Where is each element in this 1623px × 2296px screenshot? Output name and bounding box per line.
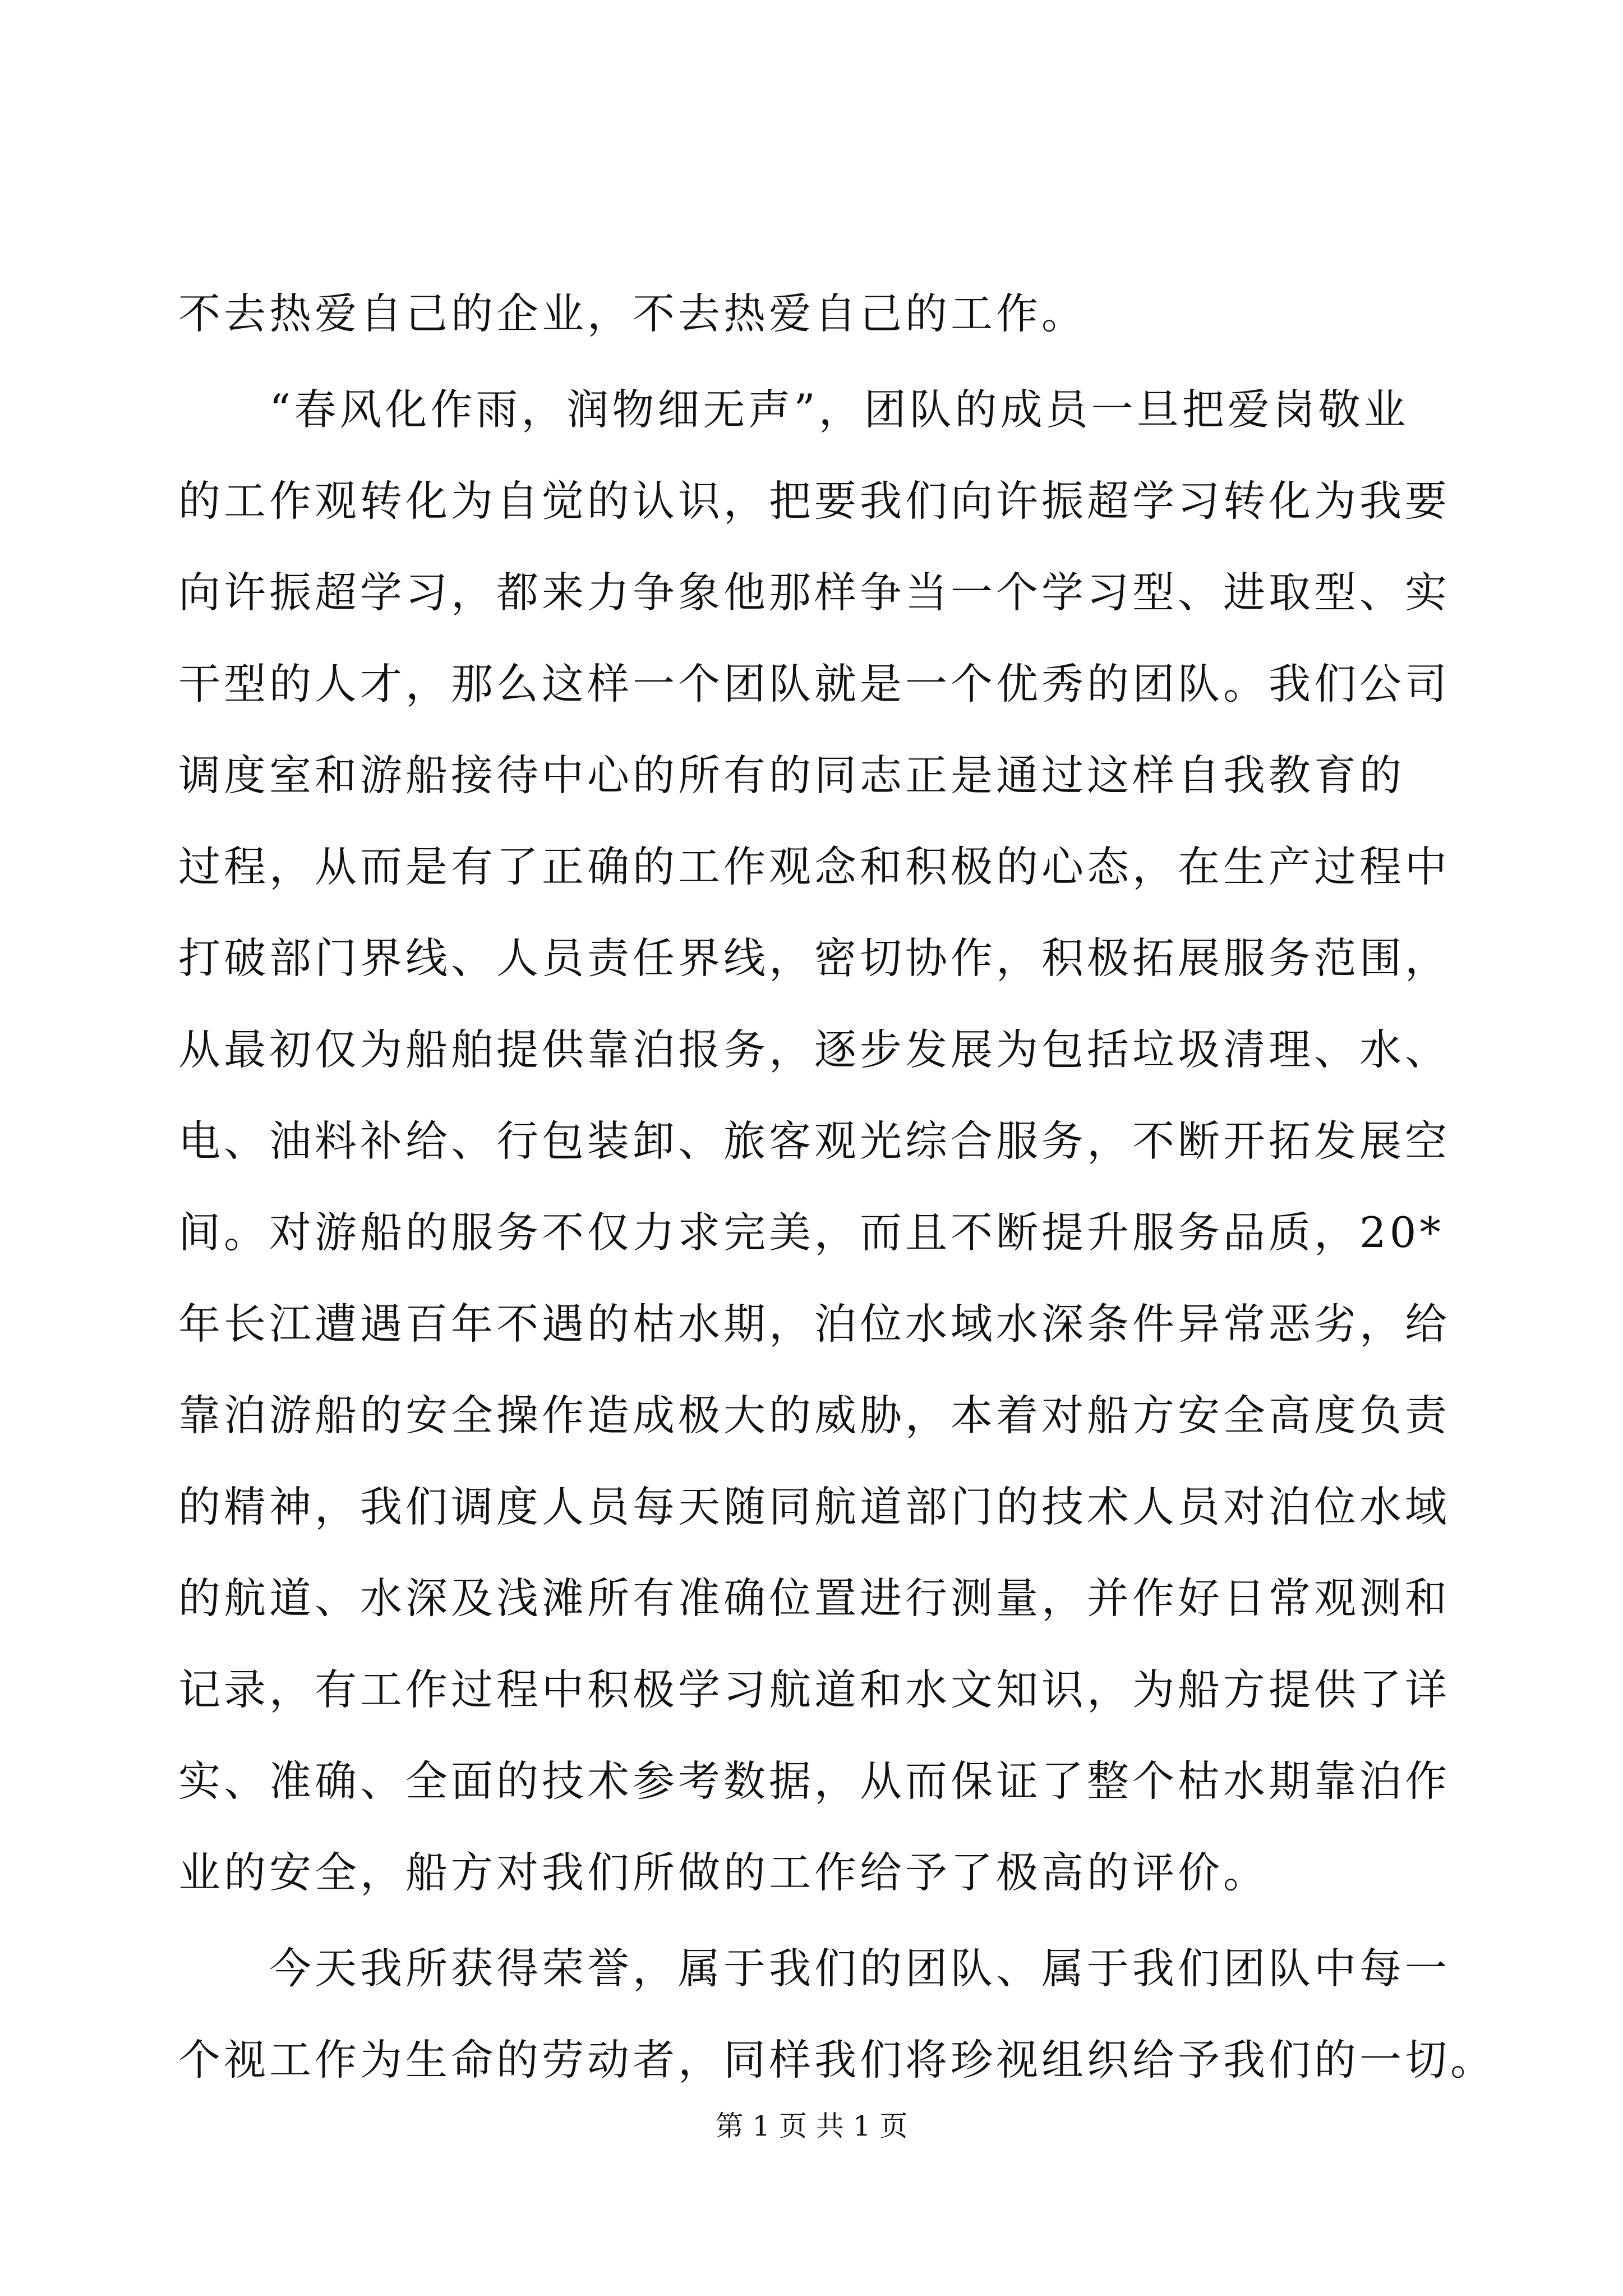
text-line: “春风化作雨，润物细无声”，团队的成员一旦把爱岗敬业 [269, 385, 1409, 434]
text-line: 实、准确、全面的技术参考数据，从而保证了整个枯水期靠泊作 [178, 1756, 1451, 1806]
body-text [178, 268, 1496, 2106]
text-line: 个视工作为生命的劳动者，同样我们将珍视组织给予我们的一切。 [178, 2035, 1496, 2085]
text-line: 年长江遭遇百年不遇的枯水期，泊位水域水深条件异常恶劣，给 [178, 1299, 1451, 1349]
text-line: 从最初仅为船舶提供靠泊报务，逐步发展为包括垃圾清理、水、 [178, 1025, 1451, 1074]
text-line: 的航道、水深及浅滩所有准确位置进行测量，并作好日常观测和 [178, 1573, 1451, 1623]
text-line: 记录，有工作过程中积极学习航道和水文知识，为船方提供了详 [178, 1665, 1451, 1714]
text-line: 的工作观转化为自觉的认识，把要我们向许振超学习转化为我要 [178, 476, 1451, 526]
text-line: 干型的人才，那么这样一个团队就是一个优秀的团队。我们公司 [178, 659, 1451, 708]
text-line: 业的安全，船方对我们所做的工作给予了极高的评价。 [178, 1848, 1269, 1897]
text-line: 靠泊游船的安全操作造成极大的威胁，本着对船方安全高度负责 [178, 1391, 1451, 1440]
text-line: 今天我所获得荣誉，属于我们的团队、属于我们团队中每一 [269, 1944, 1451, 1993]
text-line: 向许振超学习，都来力争象他那样争当一个学习型、进取型、实 [178, 568, 1451, 617]
text-line: 电、油料补给、行包装卸、旅客观光综合服务，不断开拓发展空 [178, 1116, 1451, 1166]
text-line: 间。对游船的服务不仅力求完美，而且不断提升服务品质，20* [178, 1208, 1444, 1257]
page-footer: 第 1 页 共 1 页 [715, 2110, 908, 2142]
text-line: 打破部门界线、人员责任界线，密切协作，积极拓展服务范围， [178, 933, 1451, 983]
text-line: 调度室和游船接待中心的所有的同志正是通过这样自我教育的 [178, 751, 1405, 800]
text-line: 过程，从而是有了正确的工作观念和积极的心态，在生产过程中 [178, 842, 1451, 891]
text-line: 的精神，我们调度人员每天随同航道部门的技术人员对泊位水域 [178, 1482, 1451, 1531]
text-line: 不去热爱自己的企业，不去热爱自己的工作。 [178, 289, 1087, 338]
